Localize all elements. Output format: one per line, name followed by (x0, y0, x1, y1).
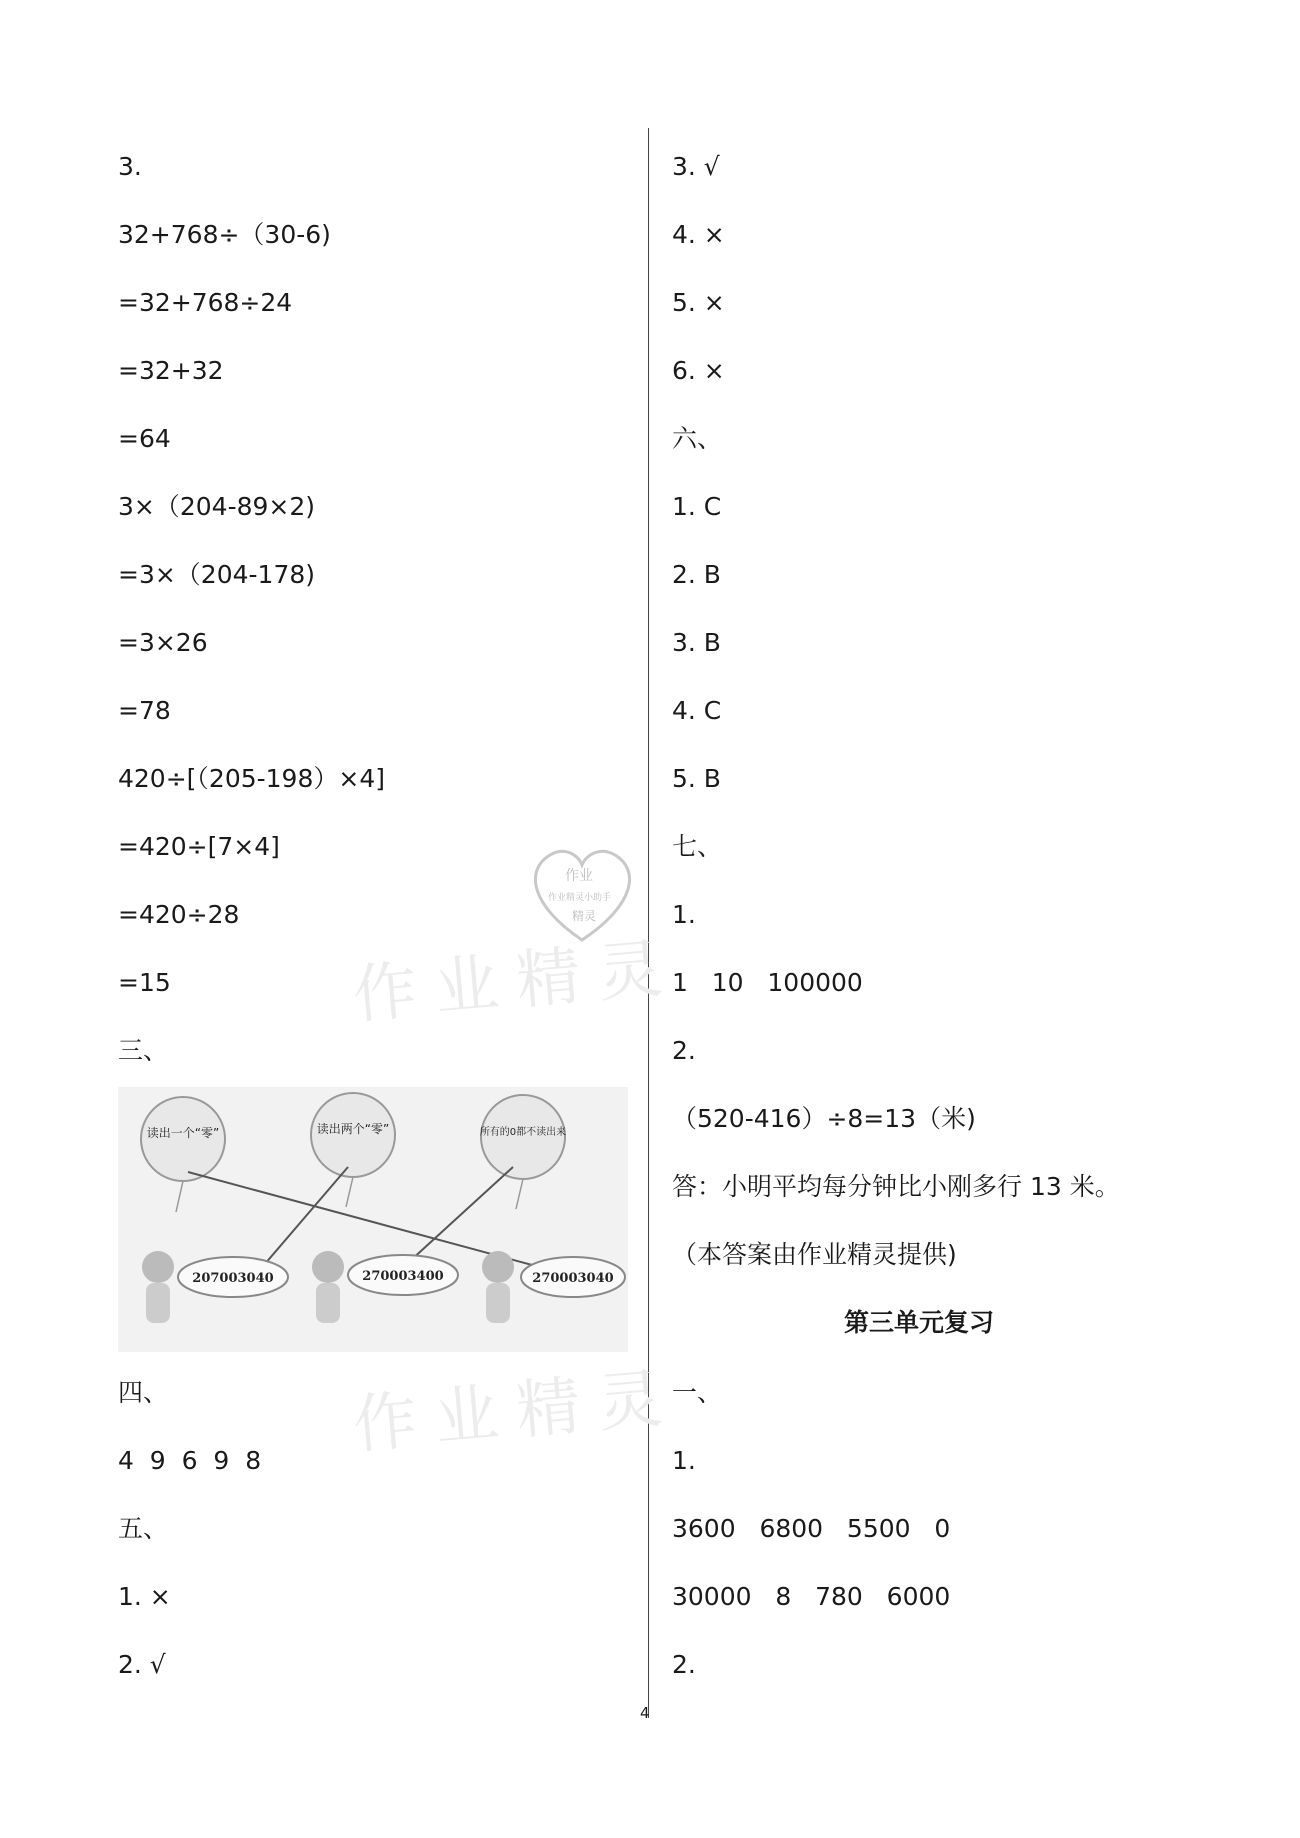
answer-line: =3×26 (118, 628, 208, 657)
answer-line: 2. √ (118, 1650, 166, 1679)
answer-line: =420÷28 (118, 900, 240, 929)
answer-line: 30000 8 780 6000 (672, 1582, 951, 1611)
answer-line: 3600 6800 5500 0 (672, 1514, 951, 1543)
answer-line: =3×（204-178) (118, 560, 316, 589)
answer-line: =15 (118, 968, 171, 997)
answer-line: 1. C (672, 492, 722, 521)
answer-line: 1 10 100000 (672, 968, 863, 997)
watermark: 作业精灵 (349, 1360, 684, 1464)
section-heading: 七、 (672, 832, 723, 861)
watermark: 作业精灵 (349, 930, 684, 1034)
answer-line: 3. (118, 152, 142, 181)
heart-stamp (520, 840, 645, 950)
section-heading: 三、 (118, 1036, 169, 1065)
answer-line: 1. (672, 900, 696, 929)
answer-line: 4 9 6 9 8 (118, 1446, 262, 1475)
page-number: 4 (640, 1704, 650, 1722)
answer-line: 5. B (672, 764, 721, 793)
number-label-3: 270003040 (532, 1271, 614, 1286)
child-2 (312, 1251, 458, 1323)
balloon-label-3: 所有的0都不读出来 (479, 1127, 567, 1138)
answer-line: 1. (672, 1446, 696, 1475)
balloon-label-1: 读出一个“零” (146, 1126, 220, 1140)
answer-line: 答：小明平均每分钟比小刚多行 13 米。 (672, 1172, 1120, 1201)
section-heading: 四、 (118, 1378, 169, 1407)
answer-line: 32+768÷（30-6) (118, 220, 331, 249)
matching-figure (118, 1087, 628, 1352)
stamp-text-top: 作业 (565, 868, 593, 884)
number-label-2: 270003400 (362, 1269, 444, 1284)
stamp-text-bottom: 精灵 (572, 909, 597, 923)
section-title: 第三单元复习 (844, 1308, 995, 1337)
answer-line: 4. C (672, 696, 722, 725)
answer-line: 2. B (672, 560, 721, 589)
number-label-1: 207003040 (192, 1271, 274, 1286)
answer-line: 3×（204-89×2) (118, 492, 316, 521)
balloon-1 (141, 1097, 225, 1212)
answer-line: 2. (672, 1650, 696, 1679)
answer-line: 3. √ (672, 152, 720, 181)
answer-line: 5. × (672, 288, 725, 317)
answer-line: 1. × (118, 1582, 171, 1611)
child-1 (142, 1251, 288, 1323)
answer-line: =64 (118, 424, 171, 453)
answer-line: 6. × (672, 356, 725, 385)
answer-line: =78 (118, 696, 171, 725)
answer-line: 2. (672, 1036, 696, 1065)
balloon-3 (480, 1095, 566, 1209)
answer-line: =32+768÷24 (118, 288, 293, 317)
answer-line: （520-416）÷8=13（米) (672, 1104, 976, 1133)
section-heading: 六、 (672, 424, 723, 453)
child-3 (482, 1251, 625, 1323)
answer-note: （本答案由作业精灵提供) (672, 1240, 957, 1269)
answer-line: 3. B (672, 628, 721, 657)
answer-line: 420÷[（205-198）×4] (118, 764, 385, 793)
answer-line: =32+32 (118, 356, 224, 385)
answer-line: 4. × (672, 220, 725, 249)
stamp-text-ring: 作业精灵小助手 (548, 893, 612, 903)
section-heading: 一、 (672, 1378, 723, 1407)
section-heading: 五、 (118, 1514, 169, 1543)
balloon-label-2: 读出两个“零” (316, 1122, 390, 1136)
answer-line: =420÷[7×4] (118, 832, 280, 861)
balloon-2 (311, 1093, 395, 1207)
